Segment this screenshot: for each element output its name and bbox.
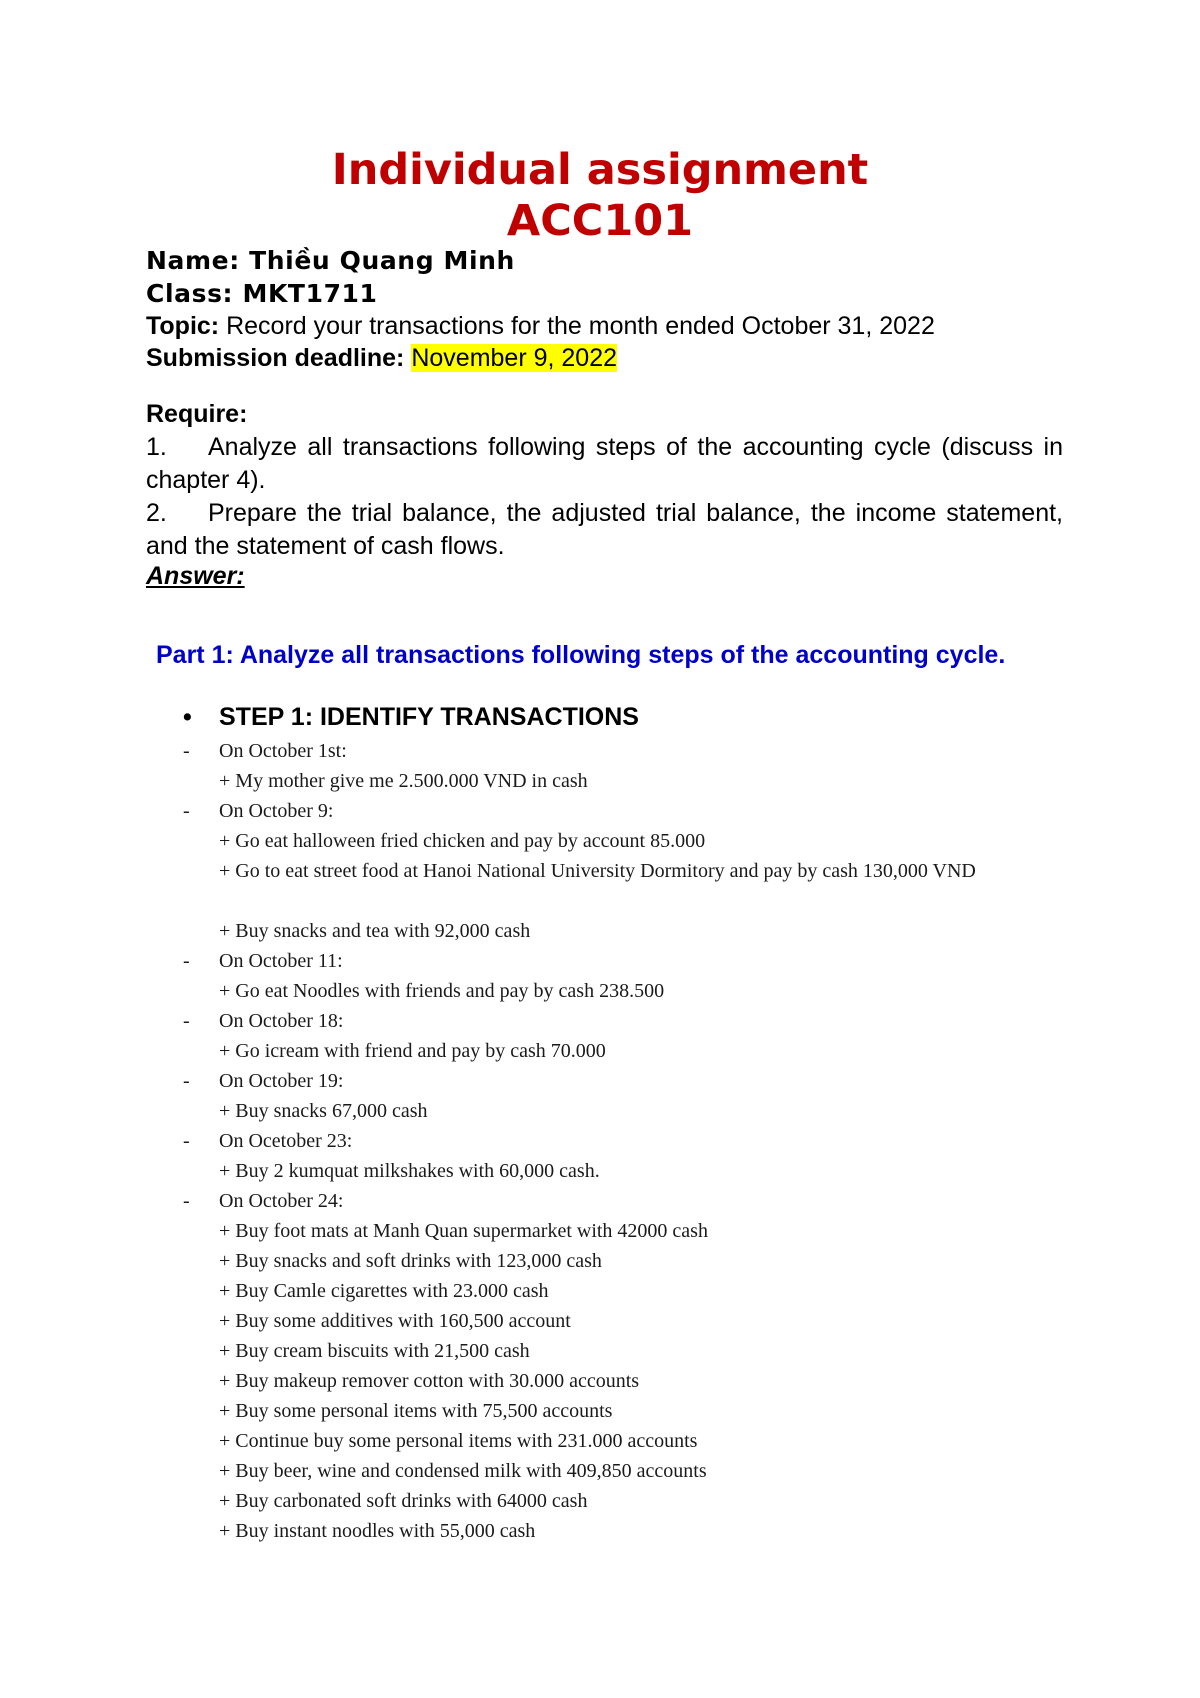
- require-item-1: [146, 431, 1063, 497]
- dash-icon: -: [183, 1130, 190, 1152]
- transaction-item: + My mother give me 2.500.000 VND in cash: [219, 770, 588, 792]
- deadline-label: Submission deadline:: [146, 344, 405, 372]
- transaction-date: On October 1st:: [219, 740, 347, 762]
- transaction-date: On October 11:: [219, 950, 343, 972]
- transaction-item: + Buy 2 kumquat milkshakes with 60,000 cash.: [219, 1160, 600, 1182]
- transaction-item: + Buy snacks and tea with 92,000 cash: [219, 920, 531, 942]
- transaction-item: + Buy some additives with 160,500 account: [219, 1310, 571, 1332]
- dash-icon: -: [183, 1190, 190, 1212]
- dash-icon: -: [183, 1070, 190, 1092]
- transaction-item: + Buy beer, wine and condensed milk with 409,850 accounts: [219, 1460, 707, 1482]
- transaction-item: + Go to eat street food at Hanoi National University Dormitory and pay by cash 130,000 VND: [219, 860, 976, 882]
- require-heading-text: Require:: [146, 400, 248, 428]
- transaction-item: + Buy some personal items with 75,500 accounts: [219, 1400, 613, 1422]
- transaction-item: + Buy cream biscuits with 21,500 cash: [219, 1340, 530, 1362]
- part1-heading: Part 1: Analyze all transactions following steps of the accounting cycle.: [156, 641, 1006, 669]
- transaction-item: + Buy carbonated soft drinks with 64000 cash: [219, 1490, 588, 1512]
- transaction-item: + Buy foot mats at Manh Quan supermarket with 42000 cash: [219, 1220, 708, 1242]
- transaction-entry: [0, 1126, 1200, 1186]
- class-line: [146, 279, 378, 308]
- class-value: MKT1711: [242, 279, 378, 308]
- require-item-2: [146, 497, 1063, 563]
- answer-label-text: Answer:: [146, 562, 245, 590]
- transaction-date: On October 18:: [219, 1010, 344, 1032]
- deadline-value: November 9, 2022: [411, 344, 618, 372]
- step1-heading: [183, 703, 639, 732]
- transaction-item: + Go eat halloween fried chicken and pay by account 85.000: [219, 830, 706, 852]
- deadline-line: [146, 344, 617, 373]
- step1-label: STEP 1: IDENTIFY TRANSACTIONS: [219, 703, 639, 731]
- name-value: Thiều Quang Minh: [249, 246, 515, 275]
- dash-icon: -: [183, 800, 190, 822]
- topic-line: [146, 312, 935, 341]
- transaction-list: [0, 736, 1200, 1546]
- transaction-item: + Buy instant noodles with 55,000 cash: [219, 1520, 536, 1542]
- require-heading: [146, 400, 247, 429]
- bullet-icon: •: [183, 703, 192, 731]
- document-title: Individual assignment: [331, 145, 869, 195]
- transaction-item: + Buy snacks 67,000 cash: [219, 1100, 428, 1122]
- dash-icon: -: [183, 950, 190, 972]
- transaction-entry: [0, 736, 1200, 796]
- transaction-item: + Continue buy some personal items with 231.000 accounts: [219, 1430, 698, 1452]
- transaction-item: + Buy snacks and soft drinks with 123,000 cash: [219, 1250, 602, 1272]
- course-code: ACC101: [506, 196, 694, 246]
- answer-label: [146, 562, 245, 591]
- require-item-1-number: 1.: [146, 433, 167, 461]
- require-item-2-text: Prepare the trial balance, the adjusted trial balance, the income statement, and the statement of cash flows.: [146, 499, 1063, 560]
- transaction-entry: [0, 1066, 1200, 1126]
- transaction-item: + Go eat Noodles with friends and pay by cash 238.500: [219, 980, 665, 1002]
- transaction-entry: [0, 1006, 1200, 1066]
- transaction-entry: [0, 796, 1200, 946]
- dash-icon: -: [183, 1010, 190, 1032]
- name-label: Name:: [146, 246, 240, 275]
- class-label: Class:: [146, 279, 234, 308]
- transaction-date: On October 19:: [219, 1070, 344, 1092]
- transaction-entry: [0, 946, 1200, 1006]
- transaction-date: On October 9:: [219, 800, 334, 822]
- dash-icon: -: [183, 740, 190, 762]
- student-name-line: [146, 246, 515, 275]
- transaction-date: On October 24:: [219, 1190, 344, 1212]
- require-item-1-text: Analyze all transactions following steps of the accounting cycle (discuss in chapter 4).: [146, 433, 1063, 494]
- require-item-2-number: 2.: [146, 499, 167, 527]
- transaction-date: On Ocetober 23:: [219, 1130, 353, 1152]
- topic-label: Topic:: [146, 312, 220, 340]
- transaction-item: + Buy Camle cigarettes with 23.000 cash: [219, 1280, 549, 1302]
- transaction-item: + Buy makeup remover cotton with 30.000 accounts: [219, 1370, 640, 1392]
- transaction-item: + Go icream with friend and pay by cash 70.000: [219, 1040, 606, 1062]
- transaction-entry: [0, 1186, 1200, 1546]
- topic-value: Record your transactions for the month ended October 31, 2022: [226, 312, 935, 340]
